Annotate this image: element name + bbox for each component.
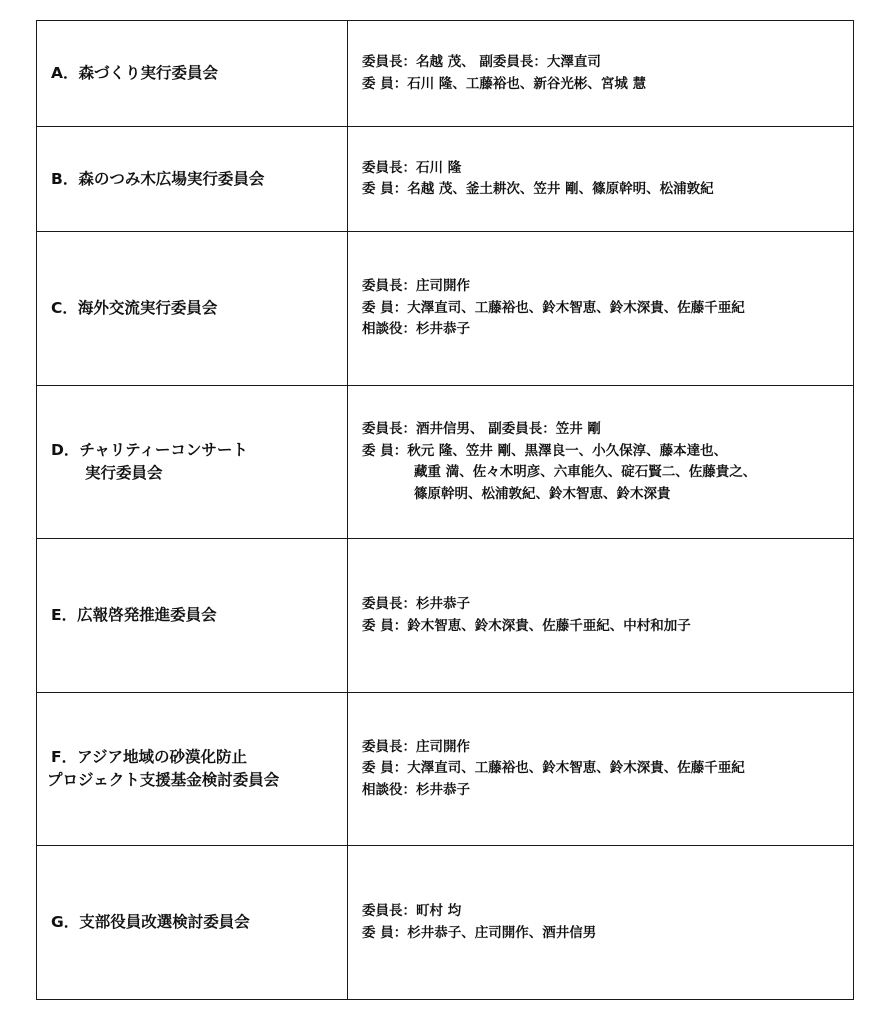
committee-name-cell <box>37 693 348 846</box>
committee-members-cell <box>348 232 854 386</box>
member-line: 委員長：町村 均 <box>362 903 462 919</box>
committee-name-cell <box>37 127 348 232</box>
committee-table <box>36 20 854 1000</box>
committee-members-cell <box>348 386 854 539</box>
committee-row-b <box>37 127 854 232</box>
committee-name-cell <box>37 232 348 386</box>
committee-name-cell <box>37 539 348 693</box>
committee-name: B．森のつみ木広場実行委員会 <box>51 169 265 188</box>
member-line: 委員長：石川 隆 <box>362 159 462 176</box>
committee-row-c <box>37 232 854 386</box>
member-line: 委 員：大澤直司、工藤裕也、鈴木智恵、鈴木深貴、佐藤千亜紀 <box>362 760 745 777</box>
member-line: 委員長：庄司開作 <box>362 278 470 295</box>
committee-name: G．支部役員改選検討委員会 <box>51 913 250 931</box>
committee-name-cell <box>37 21 348 127</box>
member-line: 藏重 満、佐々木明彦、六車能久、碇石賢二、佐藤貴之、 <box>414 464 757 480</box>
committee-row-g <box>37 846 854 1000</box>
committee-name: F．アジア地域の砂漠化防止 <box>51 748 247 766</box>
committee-row-e <box>37 539 854 693</box>
member-line: 委員長：酒井信男、 副委員長：笠井 剛 <box>362 421 601 437</box>
member-line: 委員長：名越 茂、 副委員長：大澤直司 <box>362 54 601 70</box>
committee-row-d <box>37 386 854 539</box>
committee-members-cell <box>348 846 854 1000</box>
member-line: 篠原幹明、松浦敦紀、鈴木智恵、鈴木深貴 <box>414 485 671 502</box>
member-line: 相談役：杉井恭子 <box>362 321 470 338</box>
committee-name-cell <box>37 386 348 539</box>
committee-name: E．広報啓発推進委員会 <box>51 606 217 624</box>
committee-name-continued: プロジェクト支援基金検討委員会 <box>47 771 280 789</box>
member-line: 委員長：杉井恭子 <box>362 596 470 612</box>
committee-name-cell <box>37 846 348 1000</box>
member-line: 相談役：杉井恭子 <box>362 781 470 798</box>
committee-name-continued: 実行委員会 <box>85 464 163 482</box>
committee-row-f <box>37 693 854 846</box>
member-line: 委 員：秋元 隆、笠井 剛、黒澤良一、小久保淳、藤本達也、 <box>362 442 728 459</box>
committee-name: A．森づくり実行委員会 <box>51 64 218 82</box>
committee-members-cell <box>348 693 854 846</box>
member-line: 委 員：名越 茂、釜土耕次、笠井 剛、篠原幹明、松浦敦紀 <box>362 181 714 197</box>
member-line: 委員長：庄司開作 <box>362 738 470 755</box>
committee-name: D．チャリティーコンサート <box>51 441 248 459</box>
committee-row-a <box>37 21 854 127</box>
member-line: 委 員：杉井恭子、庄司開作、酒井信男 <box>362 924 597 941</box>
committee-name: C．海外交流実行委員会 <box>51 299 218 317</box>
committee-members-cell <box>348 539 854 693</box>
member-line: 委 員：大澤直司、工藤裕也、鈴木智恵、鈴木深貴、佐藤千亜紀 <box>362 299 745 316</box>
member-line: 委 員：鈴木智恵、鈴木深貴、佐藤千亜紀、中村和加子 <box>362 617 691 634</box>
committee-members-cell <box>348 21 854 127</box>
committee-members-cell <box>348 127 854 232</box>
member-line: 委 員：石川 隆、工藤裕也、新谷光彬、宮城 慧 <box>362 75 647 92</box>
